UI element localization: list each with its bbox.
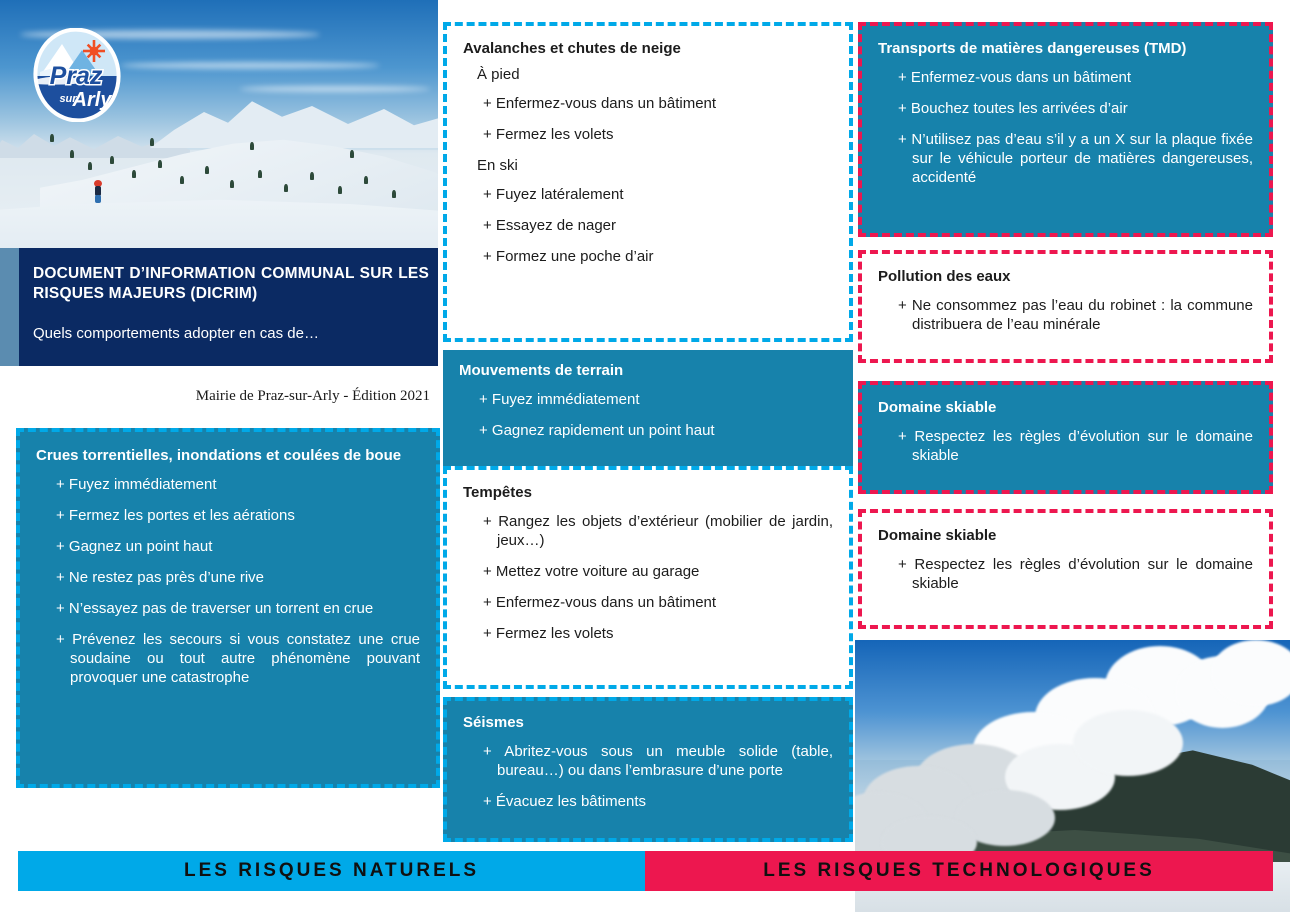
tree xyxy=(392,190,396,198)
tree xyxy=(205,166,209,174)
list-item: + Formez une poche d’air xyxy=(483,248,654,265)
skier xyxy=(94,180,102,204)
tree xyxy=(338,186,342,194)
praz-sur-arly-logo xyxy=(30,28,124,122)
list-item: + Gagnez un point haut xyxy=(56,538,213,555)
list-item: + Ne restez pas près d’une rive xyxy=(56,569,265,586)
banner-label: LES RISQUES NATURELS xyxy=(183,860,480,881)
svg-text:sur: sur xyxy=(59,93,77,105)
list-item: + Fermez les portes et les aérations xyxy=(56,507,295,524)
card-heading: Avalanches et chutes de neige xyxy=(463,40,681,57)
card-item-list xyxy=(36,475,420,687)
card-domaine-skiable-filled xyxy=(858,381,1273,494)
card-item-list xyxy=(463,94,833,144)
card-heading: Domaine skiable xyxy=(878,527,997,544)
tree xyxy=(110,156,114,164)
card-item-list xyxy=(878,296,1253,334)
card-item-list xyxy=(459,390,837,440)
tree xyxy=(158,160,162,168)
card-heading: Tempêtes xyxy=(463,484,532,501)
card-heading: Pollution des eaux xyxy=(878,268,1011,285)
avalanche-snow-cloud xyxy=(1073,710,1183,776)
document-title-block xyxy=(19,248,438,366)
card-seismes xyxy=(443,697,853,842)
card-heading: Mouvements de terrain xyxy=(459,362,624,379)
banner-label: LES RISQUES TECHNOLOGIQUES xyxy=(763,860,1155,881)
card-heading: Crues torrentielles, inondations et coulées de boue xyxy=(36,447,402,464)
list-item: + Fuyez immédiatement xyxy=(56,476,217,493)
svg-text:Praz: Praz xyxy=(49,62,103,90)
list-item: + Évacuez les bâtiments xyxy=(483,793,647,810)
card-crues-torrentielles xyxy=(16,428,440,788)
list-item: + Ne consommez pas l’eau du robinet : la commune distribuera de l’eau minérale xyxy=(898,297,1253,333)
list-item: + Enfermez-vous dans un bâtiment xyxy=(898,69,1132,86)
list-item: + Respectez les règles d’évolution sur le domaine skiable xyxy=(898,556,1253,592)
tree xyxy=(258,170,262,178)
card-item-list xyxy=(878,427,1253,465)
tree xyxy=(180,176,184,184)
tree xyxy=(230,180,234,188)
cloud xyxy=(120,62,380,69)
card-item-list xyxy=(463,512,833,643)
card-heading: Transports de matières dangereuses (TMD) xyxy=(878,40,1187,57)
tree xyxy=(132,170,136,178)
tree xyxy=(50,134,54,142)
card-item-list xyxy=(878,68,1253,187)
card-mouvements-de-terrain xyxy=(443,350,853,466)
svg-text:Arly: Arly xyxy=(72,89,112,111)
tree xyxy=(350,150,354,158)
tree xyxy=(150,138,154,146)
title-block-left-accent xyxy=(0,248,19,366)
edition-line: Mairie de Praz-sur-Arly - Édition 2021 xyxy=(195,388,430,404)
card-heading: Domaine skiable xyxy=(878,399,997,416)
card-subheading-en-ski: En ski xyxy=(477,157,518,174)
card-tempetes xyxy=(443,466,853,689)
tree xyxy=(250,142,254,150)
list-item: + Respectez les règles d’évolution sur le domaine skiable xyxy=(898,428,1253,464)
banner-risques-technologiques xyxy=(645,851,1273,891)
list-item: + Prévenez les secours si vous constatez une crue soudaine ou tout autre phénomène pouvant provoquer une catastrophe xyxy=(56,631,420,686)
card-subheading-a-pied: À pied xyxy=(477,66,520,83)
list-item: + Gagnez rapidement un point haut xyxy=(479,422,715,439)
tree xyxy=(310,172,314,180)
tree xyxy=(70,150,74,158)
card-item-list xyxy=(878,555,1253,593)
card-domaine-skiable-outline xyxy=(858,509,1273,629)
card-heading: Séismes xyxy=(463,714,524,731)
card-avalanches xyxy=(443,22,853,342)
list-item: + Bouchez toutes les arrivées d’air xyxy=(898,100,1128,117)
list-item: + Rangez les objets d’extérieur (mobilier de jardin, jeux…) xyxy=(483,513,833,549)
page-subtitle: Quels comportements adopter en cas de… xyxy=(33,325,319,342)
list-item: + Mettez votre voiture au garage xyxy=(483,563,700,580)
list-item: + Enfermez-vous dans un bâtiment xyxy=(483,594,717,611)
list-item: + Fermez les volets xyxy=(483,625,614,642)
tree xyxy=(88,162,92,170)
list-item: + Fuyez latéralement xyxy=(483,186,624,203)
list-item: + Essayez de nager xyxy=(483,217,617,234)
tree xyxy=(284,184,288,192)
list-item: + Fermez les volets xyxy=(483,126,614,143)
card-pollution-des-eaux xyxy=(858,250,1273,363)
card-item-list xyxy=(463,742,833,811)
tree xyxy=(364,176,368,184)
list-item: + N’essayez pas de traverser un torrent en crue xyxy=(56,600,374,617)
list-item: + N’utilisez pas d’eau s’il y a un X sur la plaque fixée sur le véhicule porteur de matières dangereuses, accidenté xyxy=(898,131,1253,186)
page-title: DOCUMENT D’INFORMATION COMMUNAL SUR LES RISQUES MAJEURS (DICRIM) xyxy=(33,265,429,302)
cloud xyxy=(240,86,430,92)
list-item: + Fuyez immédiatement xyxy=(479,391,640,408)
card-transports-matieres-dangereuses xyxy=(858,22,1273,237)
banner-risques-naturels xyxy=(18,851,645,891)
list-item: + Enfermez-vous dans un bâtiment xyxy=(483,95,717,112)
card-item-list xyxy=(463,185,833,266)
list-item: + Abritez-vous sous un meuble solide (table, bureau…) ou dans l’embrasure d’une porte xyxy=(483,743,833,779)
